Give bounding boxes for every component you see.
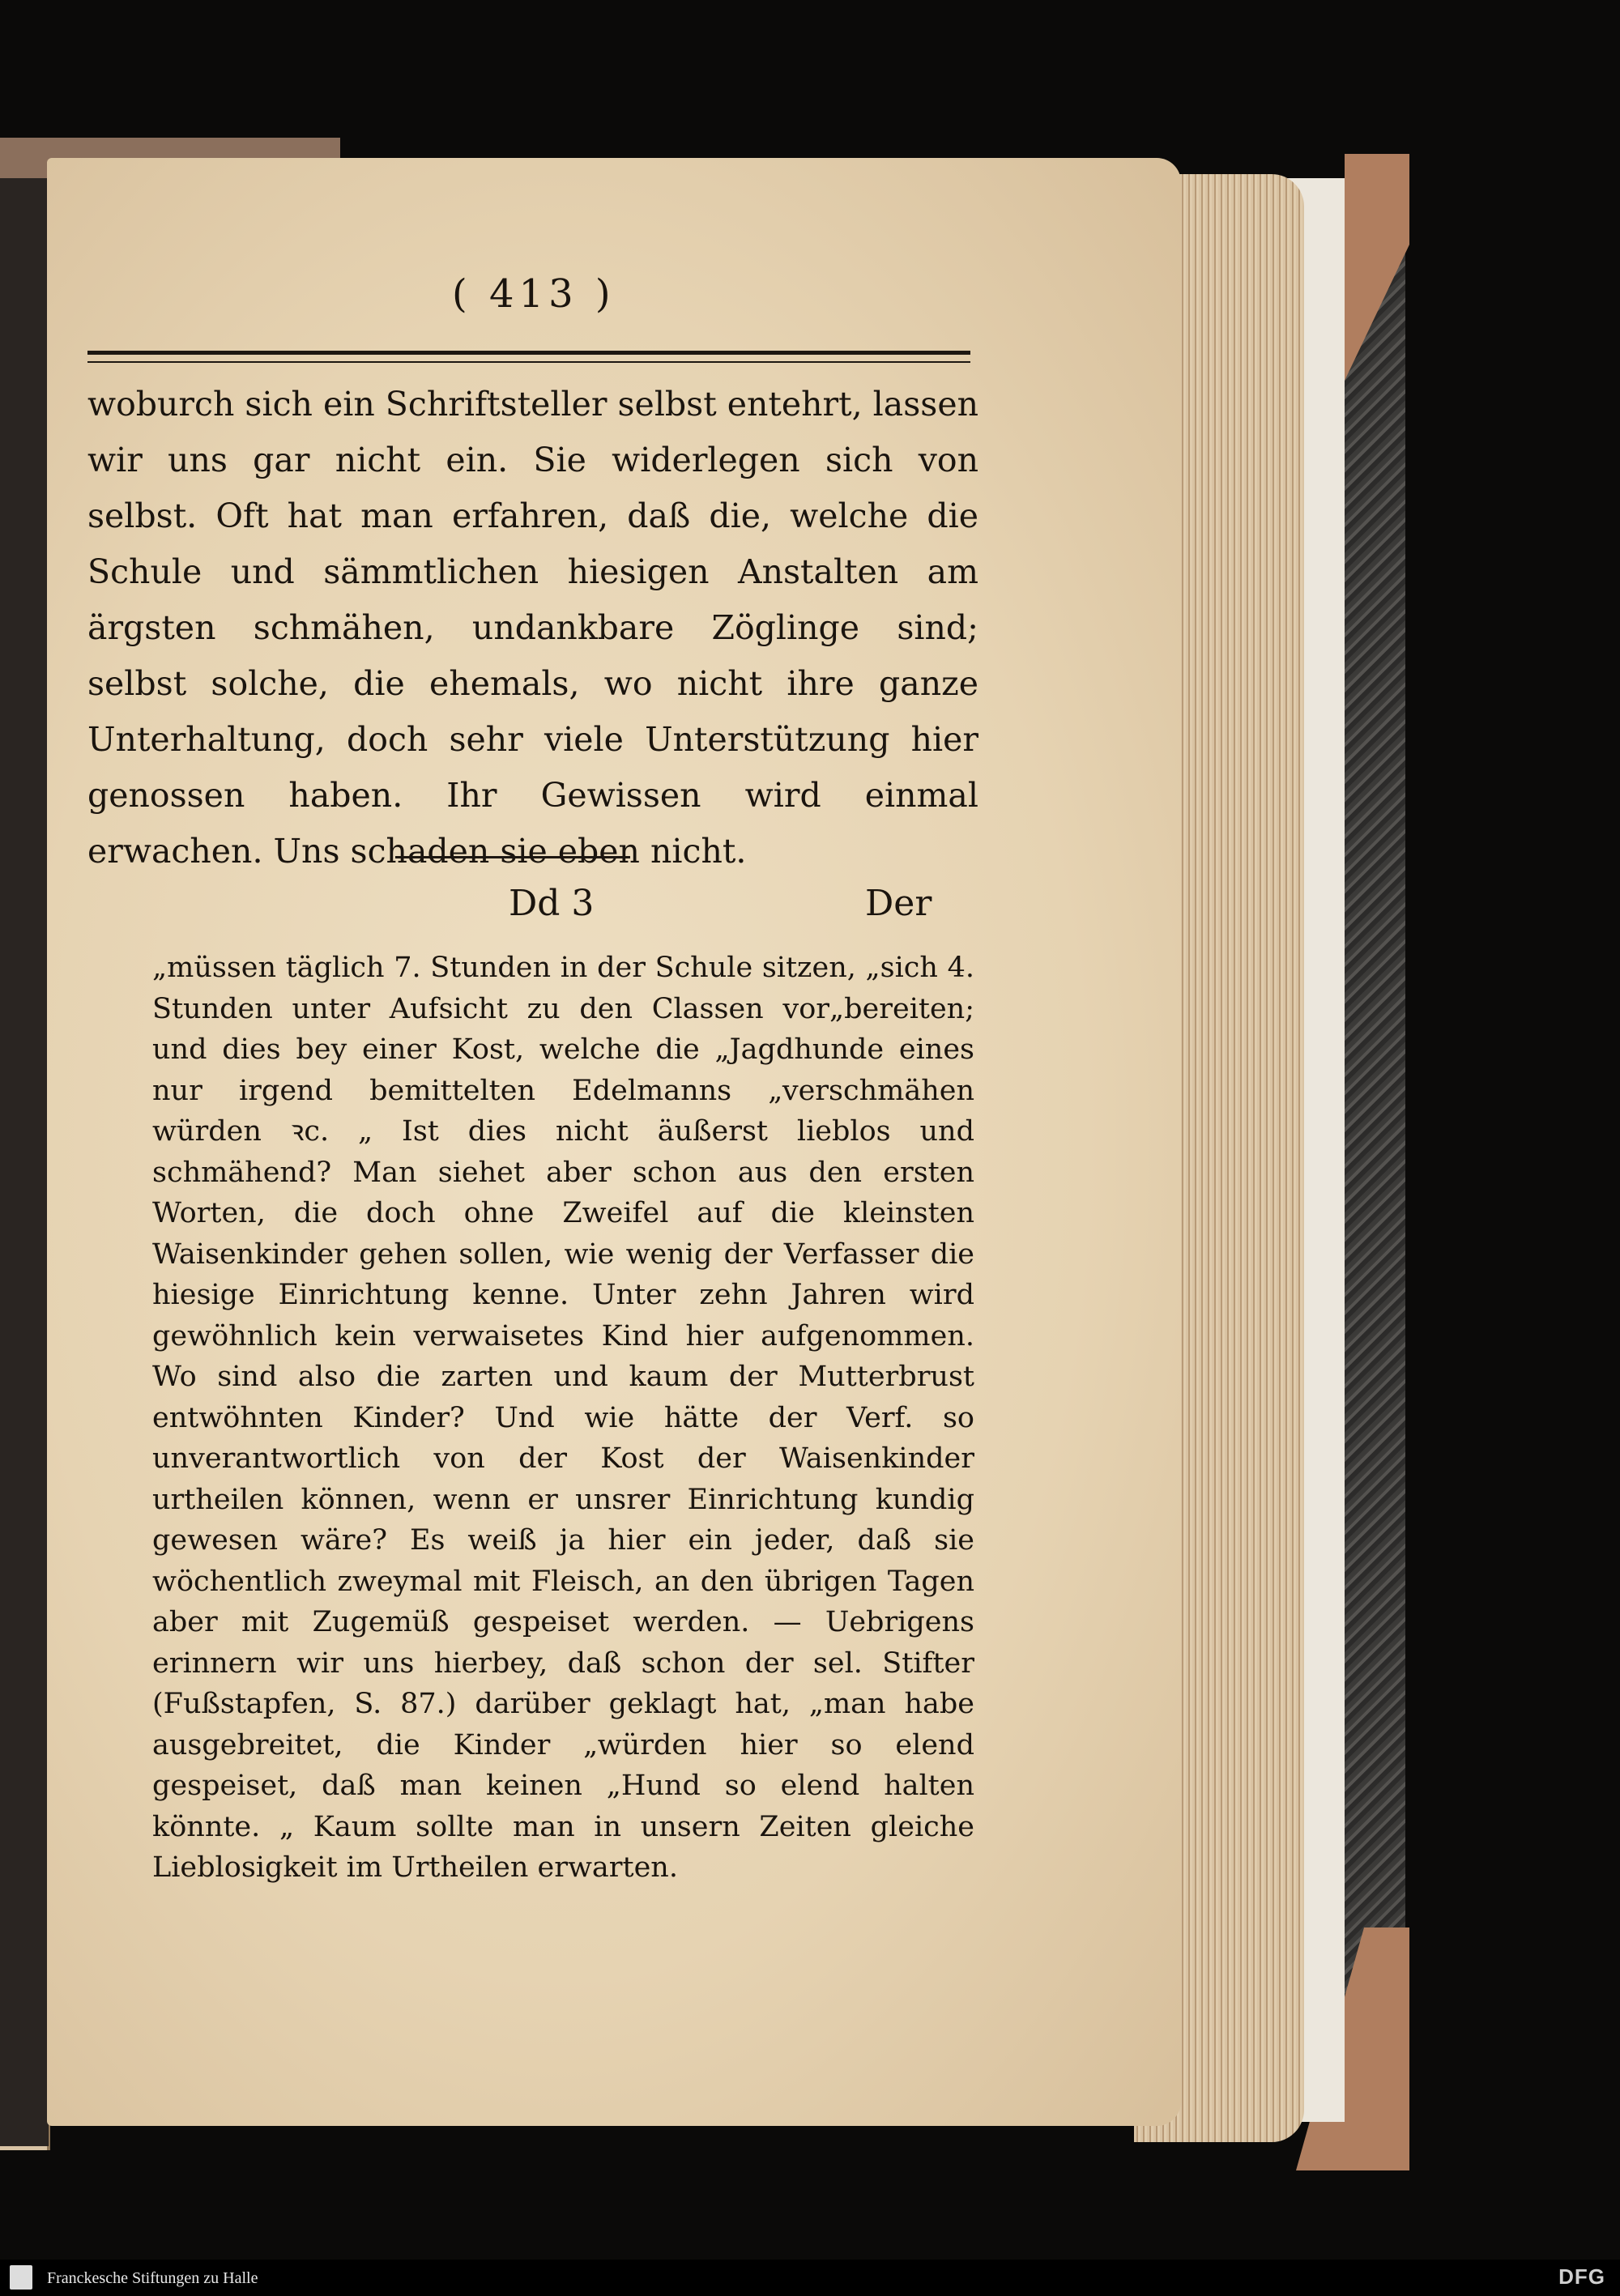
signature-mark: Dd 3 <box>509 883 595 924</box>
catchword: Der <box>865 883 932 924</box>
page-number: ( 413 ) <box>452 271 616 317</box>
main-paragraph: woburch sich ein Schriftsteller selbst entehrt, lassen wir uns gar nicht ein. Sie widerlegen sich von selbst. Oft hat man erfahren, daß die, welche die Schule und sämmtlichen hiesigen Anstalten am ärgsten schmähen, undankbare Zöglinge sind; selbst solche, die ehemals, wo nicht ihre ganze Unterhaltung, doch sehr viele Unterstützung hier genossen haben. Ihr Gewissen wird einmal erwachen. Uns schaden sie eben nicht. <box>87 385 978 871</box>
section-divider <box>395 856 630 858</box>
header-rule <box>87 351 970 363</box>
book-cover-board <box>1345 186 1405 2162</box>
book-cover-left <box>0 138 49 2146</box>
book-page <box>47 158 1181 2126</box>
funder-logo: DFG <box>1558 2264 1605 2289</box>
footnote-paragraph: „müssen täglich 7. Stunden in der Schule sitzen, „sich 4. Stunden unter Aufsicht zu den Classen vor„bereiten; und dies bey einer Kost, welche die „Jagdhunde eines nur irgend bemittelten Edelmanns „verschmähen würden ꝛc. „ Ist dies nicht äußerst lieblos und schmähend? Man siehet aber schon aus den ersten Worten, die doch ohne Zweifel auf die kleinsten Waisenkinder gehen sollen, wie wenig der Verfasser die hiesige Einrichtung kenne. Unter zehn Jahren wird gewöhnlich kein verwaisetes Kind hier aufgenommen. Wo sind also die zarten und kaum der Mutterbrust entwöhnten Kinder? Und wie hätte der Verf. so unverantwortlich von der Kost der Waisenkinder urtheilen können, wenn er unsrer Einrichtung kundig gewesen wäre? Es weiß ja hier ein jeder, daß sie wöchentlich zweymal mit Fleisch, an den übrigen Tagen aber mit Zugemüß gespeiset werden. — Uebrigens erinnern wir uns hierbey, daß schon der sel. Stifter (Fußstapfen, S. 87.) darüber geklagt hat, „man habe ausgebreitet, die Kinder „würden hier so elend gespeiset, daß man keinen „Hund so elend halten könnte. „ Kaum sollte man in unsern Zeiten gleiche Lieblosigkeit im Urtheilen erwarten. <box>152 952 974 1884</box>
institution-logo-icon <box>10 2265 32 2290</box>
institution-name: Franckesche Stiftungen zu Halle <box>47 2269 258 2287</box>
